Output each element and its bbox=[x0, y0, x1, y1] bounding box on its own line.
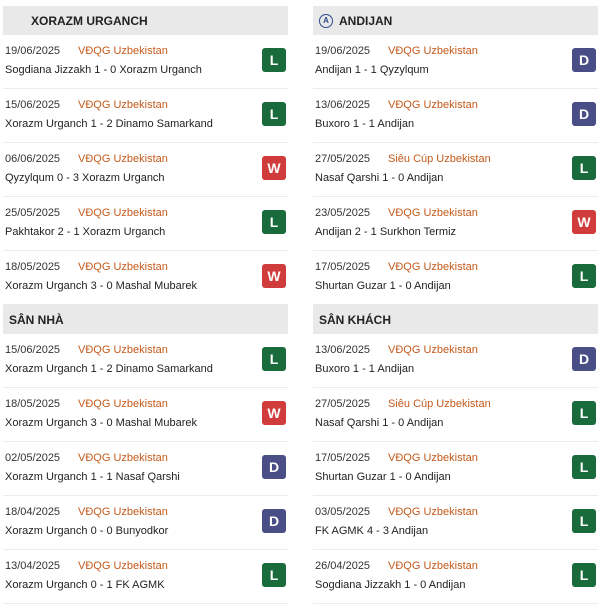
result-badge: D bbox=[262, 509, 286, 533]
competition-link[interactable]: VĐQG Uzbekistan bbox=[388, 99, 478, 111]
match-row[interactable] bbox=[3, 251, 288, 305]
competition-link[interactable]: VĐQG Uzbekistan bbox=[78, 99, 168, 111]
competition-link[interactable]: VĐQG Uzbekistan bbox=[78, 398, 168, 410]
match-score: Xorazm Urganch 0 - 0 Bunyodkor bbox=[5, 525, 169, 537]
result-badge: D bbox=[572, 48, 596, 72]
match-score: Xorazm Urganch 1 - 1 Nasaf Qarshi bbox=[5, 471, 180, 483]
xorazm-panel bbox=[3, 6, 288, 604]
match-score: Sogdiana Jizzakh 1 - 0 Andijan bbox=[315, 579, 466, 591]
team-header-xorazm bbox=[3, 6, 288, 35]
recent-matches-list bbox=[313, 35, 598, 305]
result-badge: L bbox=[572, 509, 596, 533]
match-score: Xorazm Urganch 1 - 2 Dinamo Samarkand bbox=[5, 118, 213, 130]
match-row[interactable] bbox=[313, 89, 598, 143]
competition-link[interactable]: Siêu Cúp Uzbekistan bbox=[388, 153, 491, 165]
match-date: 27/05/2025 bbox=[315, 398, 371, 410]
home-matches-list bbox=[3, 334, 288, 604]
match-date: 27/05/2025 bbox=[315, 153, 371, 165]
result-badge: L bbox=[262, 48, 286, 72]
competition-link[interactable]: Siêu Cúp Uzbekistan bbox=[388, 398, 491, 410]
result-badge: L bbox=[572, 563, 596, 587]
match-row[interactable] bbox=[3, 442, 288, 496]
match-score: Xorazm Urganch 1 - 2 Dinamo Samarkand bbox=[5, 363, 213, 375]
match-date: 19/06/2025 bbox=[315, 45, 371, 57]
match-row[interactable] bbox=[313, 442, 598, 496]
result-badge: L bbox=[262, 563, 286, 587]
result-badge: W bbox=[262, 401, 286, 425]
match-date: 15/06/2025 bbox=[5, 344, 61, 356]
match-date: 18/05/2025 bbox=[5, 261, 61, 273]
match-date: 23/05/2025 bbox=[315, 207, 371, 219]
match-score: Xorazm Urganch 3 - 0 Mashal Mubarek bbox=[5, 417, 197, 429]
match-row[interactable] bbox=[3, 388, 288, 442]
match-date: 17/05/2025 bbox=[315, 452, 371, 464]
result-badge: D bbox=[572, 347, 596, 371]
competition-link[interactable]: VĐQG Uzbekistan bbox=[388, 506, 478, 518]
match-score: Buxoro 1 - 1 Andijan bbox=[315, 363, 415, 375]
match-date: 13/06/2025 bbox=[315, 344, 371, 356]
competition-link[interactable]: VĐQG Uzbekistan bbox=[388, 45, 478, 57]
result-badge: W bbox=[262, 264, 286, 288]
away-section-header bbox=[313, 305, 598, 334]
match-score: Qyzylqum 0 - 3 Xorazm Urganch bbox=[5, 172, 165, 184]
match-date: 26/04/2025 bbox=[315, 560, 371, 572]
andijan-panel bbox=[313, 6, 598, 604]
match-row[interactable] bbox=[313, 550, 598, 604]
match-row[interactable] bbox=[3, 550, 288, 604]
away-matches-list bbox=[313, 334, 598, 604]
match-row[interactable] bbox=[313, 251, 598, 305]
result-badge: L bbox=[572, 156, 596, 180]
competition-link[interactable]: VĐQG Uzbekistan bbox=[388, 452, 478, 464]
andijan-logo-icon: A bbox=[319, 14, 333, 28]
competition-link[interactable]: VĐQG Uzbekistan bbox=[388, 560, 478, 572]
match-date: 15/06/2025 bbox=[5, 99, 61, 111]
result-badge: L bbox=[572, 264, 596, 288]
match-date: 18/04/2025 bbox=[5, 506, 61, 518]
result-badge: L bbox=[572, 401, 596, 425]
match-date: 17/05/2025 bbox=[315, 261, 371, 273]
section-title: SÂN KHÁCH bbox=[319, 312, 391, 327]
match-date: 03/05/2025 bbox=[315, 506, 371, 518]
match-score: Xorazm Urganch 0 - 1 FK AGMK bbox=[5, 579, 165, 591]
match-score: Nasaf Qarshi 1 - 0 Andijan bbox=[315, 417, 444, 429]
match-date: 18/05/2025 bbox=[5, 398, 61, 410]
result-badge: W bbox=[572, 210, 596, 234]
match-score: Andijan 1 - 1 Qyzylqum bbox=[315, 64, 429, 76]
match-score: FK AGMK 4 - 3 Andijan bbox=[315, 525, 429, 537]
match-row[interactable] bbox=[3, 334, 288, 388]
team-header-andijan bbox=[313, 6, 598, 35]
match-row[interactable] bbox=[3, 496, 288, 550]
match-row[interactable] bbox=[313, 334, 598, 388]
competition-link[interactable]: VĐQG Uzbekistan bbox=[78, 45, 168, 57]
result-badge: L bbox=[262, 347, 286, 371]
result-badge: L bbox=[262, 102, 286, 126]
match-score: Pakhtakor 2 - 1 Xorazm Urganch bbox=[5, 226, 166, 238]
competition-link[interactable]: VĐQG Uzbekistan bbox=[388, 207, 478, 219]
match-score: Sogdiana Jizzakh 1 - 0 Xorazm Urganch bbox=[5, 64, 202, 76]
match-row[interactable] bbox=[3, 143, 288, 197]
result-badge: L bbox=[262, 210, 286, 234]
competition-link[interactable]: VĐQG Uzbekistan bbox=[388, 261, 478, 273]
match-row[interactable] bbox=[313, 35, 598, 89]
match-date: 06/06/2025 bbox=[5, 153, 61, 165]
home-section-header bbox=[3, 305, 288, 334]
competition-link[interactable]: VĐQG Uzbekistan bbox=[388, 344, 478, 356]
match-date: 02/05/2025 bbox=[5, 452, 61, 464]
result-badge: W bbox=[262, 156, 286, 180]
team-title: ANDIJAN bbox=[339, 13, 393, 28]
match-date: 13/04/2025 bbox=[5, 560, 61, 572]
match-score: Nasaf Qarshi 1 - 0 Andijan bbox=[315, 172, 444, 184]
match-row[interactable] bbox=[313, 496, 598, 550]
competition-link[interactable]: VĐQG Uzbekistan bbox=[78, 207, 168, 219]
result-badge: D bbox=[262, 455, 286, 479]
match-score: Andijan 2 - 1 Surkhon Termiz bbox=[315, 226, 457, 238]
match-row[interactable] bbox=[313, 197, 598, 251]
competition-link[interactable]: VĐQG Uzbekistan bbox=[78, 452, 168, 464]
match-row[interactable] bbox=[3, 89, 288, 143]
match-date: 13/06/2025 bbox=[315, 99, 371, 111]
result-badge: D bbox=[572, 102, 596, 126]
match-row[interactable] bbox=[313, 143, 598, 197]
match-score: Buxoro 1 - 1 Andijan bbox=[315, 118, 415, 130]
competition-link[interactable]: VĐQG Uzbekistan bbox=[78, 344, 168, 356]
match-row[interactable] bbox=[313, 388, 598, 442]
match-row[interactable] bbox=[3, 197, 288, 251]
competition-link[interactable]: VĐQG Uzbekistan bbox=[78, 506, 168, 518]
competition-link[interactable]: VĐQG Uzbekistan bbox=[78, 153, 168, 165]
match-score: Shurtan Guzar 1 - 0 Andijan bbox=[315, 471, 451, 483]
recent-matches-list bbox=[3, 35, 288, 305]
match-date: 25/05/2025 bbox=[5, 207, 61, 219]
section-title: SÂN NHÀ bbox=[9, 312, 64, 327]
match-score: Xorazm Urganch 3 - 0 Mashal Mubarek bbox=[5, 280, 197, 292]
match-score: Shurtan Guzar 1 - 0 Andijan bbox=[315, 280, 451, 292]
result-badge: L bbox=[572, 455, 596, 479]
team-title: XORAZM URGANCH bbox=[31, 13, 148, 28]
match-date: 19/06/2025 bbox=[5, 45, 61, 57]
match-row[interactable] bbox=[3, 35, 288, 89]
competition-link[interactable]: VĐQG Uzbekistan bbox=[78, 261, 168, 273]
competition-link[interactable]: VĐQG Uzbekistan bbox=[78, 560, 168, 572]
